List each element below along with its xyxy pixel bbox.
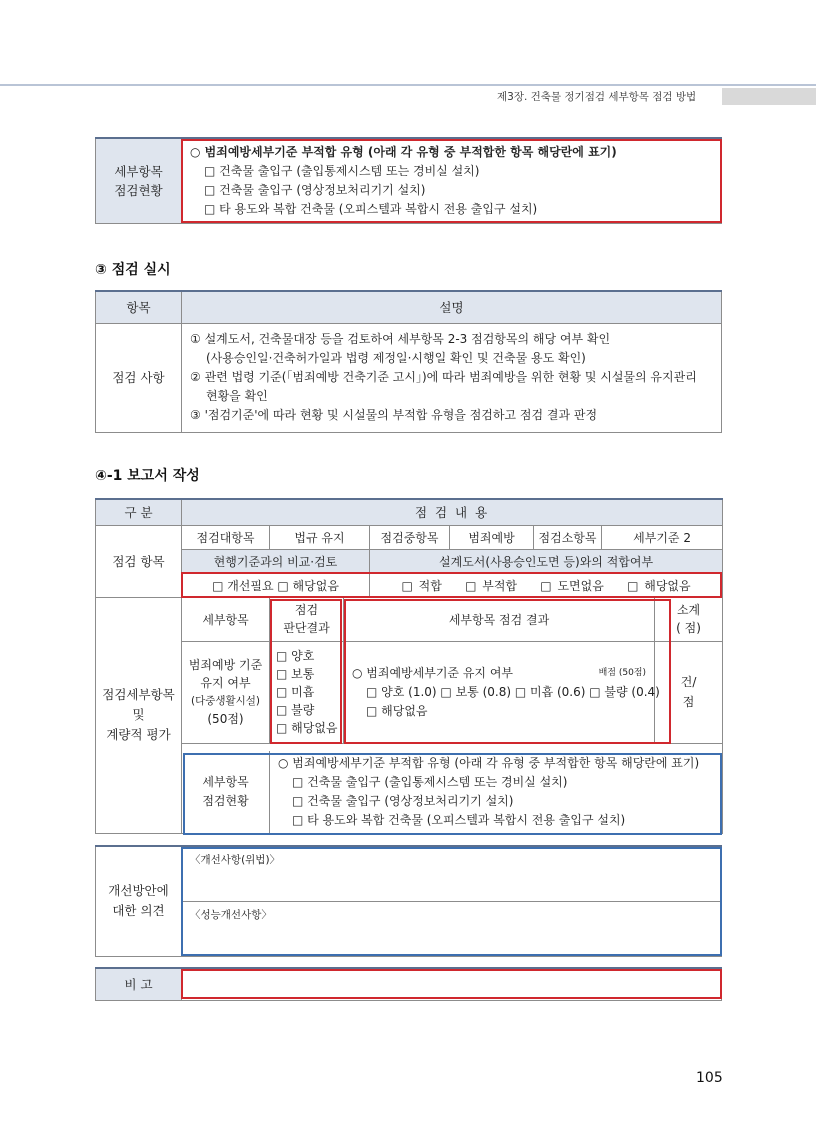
status-title: ○ 범죄예방세부기준 부적합 유형 (아래 각 유형 중 부적합한 항목 해당란에 표기) bbox=[190, 144, 617, 159]
report-table bbox=[95, 498, 723, 834]
top-status-table bbox=[95, 137, 722, 224]
result-na[interactable]: □ 해당없음 bbox=[366, 703, 428, 718]
judge-poor[interactable]: □ 미흡 bbox=[276, 685, 315, 699]
status-item[interactable]: □ 건축물 출입구 (영상정보처리기기 설치) bbox=[292, 794, 514, 808]
major-value: 법규 유지 bbox=[270, 525, 370, 549]
remark-value[interactable] bbox=[182, 968, 722, 1000]
chapter-title: 제3장. 건축물 정기점검 세부항목 점검 방법 bbox=[497, 91, 697, 103]
remark-table bbox=[95, 967, 722, 1001]
opinion-table bbox=[95, 845, 722, 957]
subtotal-value: 건/ 점 bbox=[655, 641, 723, 743]
status-item[interactable]: □ 건축물 출입구 (영상정보처리기기 설치) bbox=[204, 182, 426, 197]
col-content: 점 검 내 용 bbox=[182, 499, 723, 525]
judge-good[interactable]: □ 양호 bbox=[276, 649, 315, 663]
status-content-2: ○ 범죄예방세부기준 부적합 유형 (아래 각 유형 중 부적합한 항목 해당란에 표기) □ 건축물 출입구 (출입통제시스템 또는 경비실 설치) □ 건축물 출입구 (영상정보처리기기 설치) □ 타 용도와 복합 건축물 (오피스텔과 복합시 전용 출입구 설치) bbox=[270, 751, 723, 834]
col-subtotal: 소계 ( 점) bbox=[655, 597, 723, 641]
judge-bad[interactable]: □ 불량 bbox=[276, 703, 315, 717]
judge-options bbox=[270, 641, 344, 743]
col-result: 세부항목 점검 결과 bbox=[344, 597, 655, 641]
compare-label: 현행기준과의 비교·검토 bbox=[182, 549, 370, 573]
compare-options[interactable]: □ 개선필요 □ 해당없음 bbox=[182, 573, 370, 597]
col-judge: 점검 판단결과 bbox=[270, 597, 344, 641]
opt-no-drawing[interactable]: □ 도면없음 bbox=[540, 578, 604, 593]
major-label: 점검대항목 bbox=[182, 525, 270, 549]
eval-label: 점검세부항목 및 계량적 평가 bbox=[96, 597, 182, 834]
status-item[interactable]: □ 타 용도와 복합 건축물 (오피스텔과 복합시 전용 출입구 설치) bbox=[292, 813, 626, 827]
suit-options[interactable] bbox=[370, 573, 723, 597]
col-item-header: 항목 bbox=[96, 291, 182, 323]
opinion-label: 개선방안에 대한 의견 bbox=[96, 846, 182, 956]
opt-unsuitable[interactable]: □ 부적합 bbox=[465, 578, 518, 593]
opinion-improvement[interactable]: 〈성능개선사항〉 bbox=[182, 901, 722, 956]
mid-label: 점검중항목 bbox=[370, 525, 450, 549]
col-gubun: 구 분 bbox=[96, 499, 182, 525]
section-title: ④-1 보고서 작성 bbox=[95, 468, 200, 484]
col-detail: 세부항목 bbox=[182, 597, 270, 641]
detail-name: 범죄예방 기준 유지 여부 (다중생활시설) (50점) bbox=[182, 641, 270, 743]
status-label-2: 세부항목 점검현황 bbox=[182, 751, 270, 834]
status-item[interactable]: □ 건축물 출입구 (출입통제시스템 또는 경비실 설치) bbox=[204, 163, 480, 178]
minor-label: 점검소항목 bbox=[534, 525, 602, 549]
remark-label: 비 고 bbox=[96, 968, 182, 1000]
result-options[interactable]: □ 양호 (1.0) □ 보통 (0.8) □ 미흡 (0.6) □ 불량 (0.4) bbox=[366, 684, 660, 699]
section-title: ③ 점검 실시 bbox=[95, 262, 171, 278]
suit-label: 설계도서(사용승인도면 등)와의 적합여부 bbox=[370, 549, 723, 573]
opinion-violation[interactable]: 〈개선사항(위법)〉 bbox=[182, 846, 722, 901]
check-item-label: 점검 항목 bbox=[96, 525, 182, 597]
header-rule bbox=[0, 84, 816, 86]
judge-normal[interactable]: □ 보통 bbox=[276, 667, 315, 681]
inspection-table bbox=[95, 290, 722, 433]
inspection-desc: ① 설계도서, 건축물대장 등을 검토하여 세부항목 2-3 점검항목의 해당 여부 확인 (사용승인일·건축허가일과 법령 제정일·시행일 확인 및 건축물 용도 확인) ② 관련 법령 기준(「범죄예방 건축기준 고시」)에 따라 범죄예방을 위한 현황 및 시설물의 유지관리 현황을 확인 ③ '점검기준'에 따라 현황 및 시설물의 부적합 유형을 점검하고 점검 결과 판정 bbox=[182, 323, 722, 432]
minor-value: 세부기준 2 bbox=[602, 525, 723, 549]
result-content: ○ 범죄예방세부기준 유지 여부 배점 (50점) □ 양호 (1.0) □ 보통 (0.8) □ 미흡 (0.6) □ 불량 (0.4) □ 해당없음 bbox=[344, 641, 655, 743]
col-desc-header: 설명 bbox=[182, 291, 722, 323]
opt-na[interactable]: □ 해당없음 bbox=[627, 578, 691, 593]
status-item[interactable]: □ 타 용도와 복합 건축물 (오피스텔과 복합시 전용 출입구 설치) bbox=[204, 201, 538, 216]
status-label: 세부항목 점검현황 bbox=[96, 138, 182, 223]
chapter-header bbox=[497, 88, 722, 105]
header-tab bbox=[722, 88, 816, 105]
spacer bbox=[182, 743, 723, 751]
row-label: 점검 사항 bbox=[96, 323, 182, 432]
status-item[interactable]: □ 건축물 출입구 (출입통제시스템 또는 경비실 설치) bbox=[292, 775, 568, 789]
opt-suitable[interactable]: □ 적합 bbox=[401, 578, 442, 593]
page-number: 105 bbox=[696, 1070, 723, 1086]
mid-value: 범죄예방 bbox=[450, 525, 534, 549]
judge-na[interactable]: □ 해당없음 bbox=[276, 721, 338, 735]
status-content bbox=[182, 138, 722, 223]
